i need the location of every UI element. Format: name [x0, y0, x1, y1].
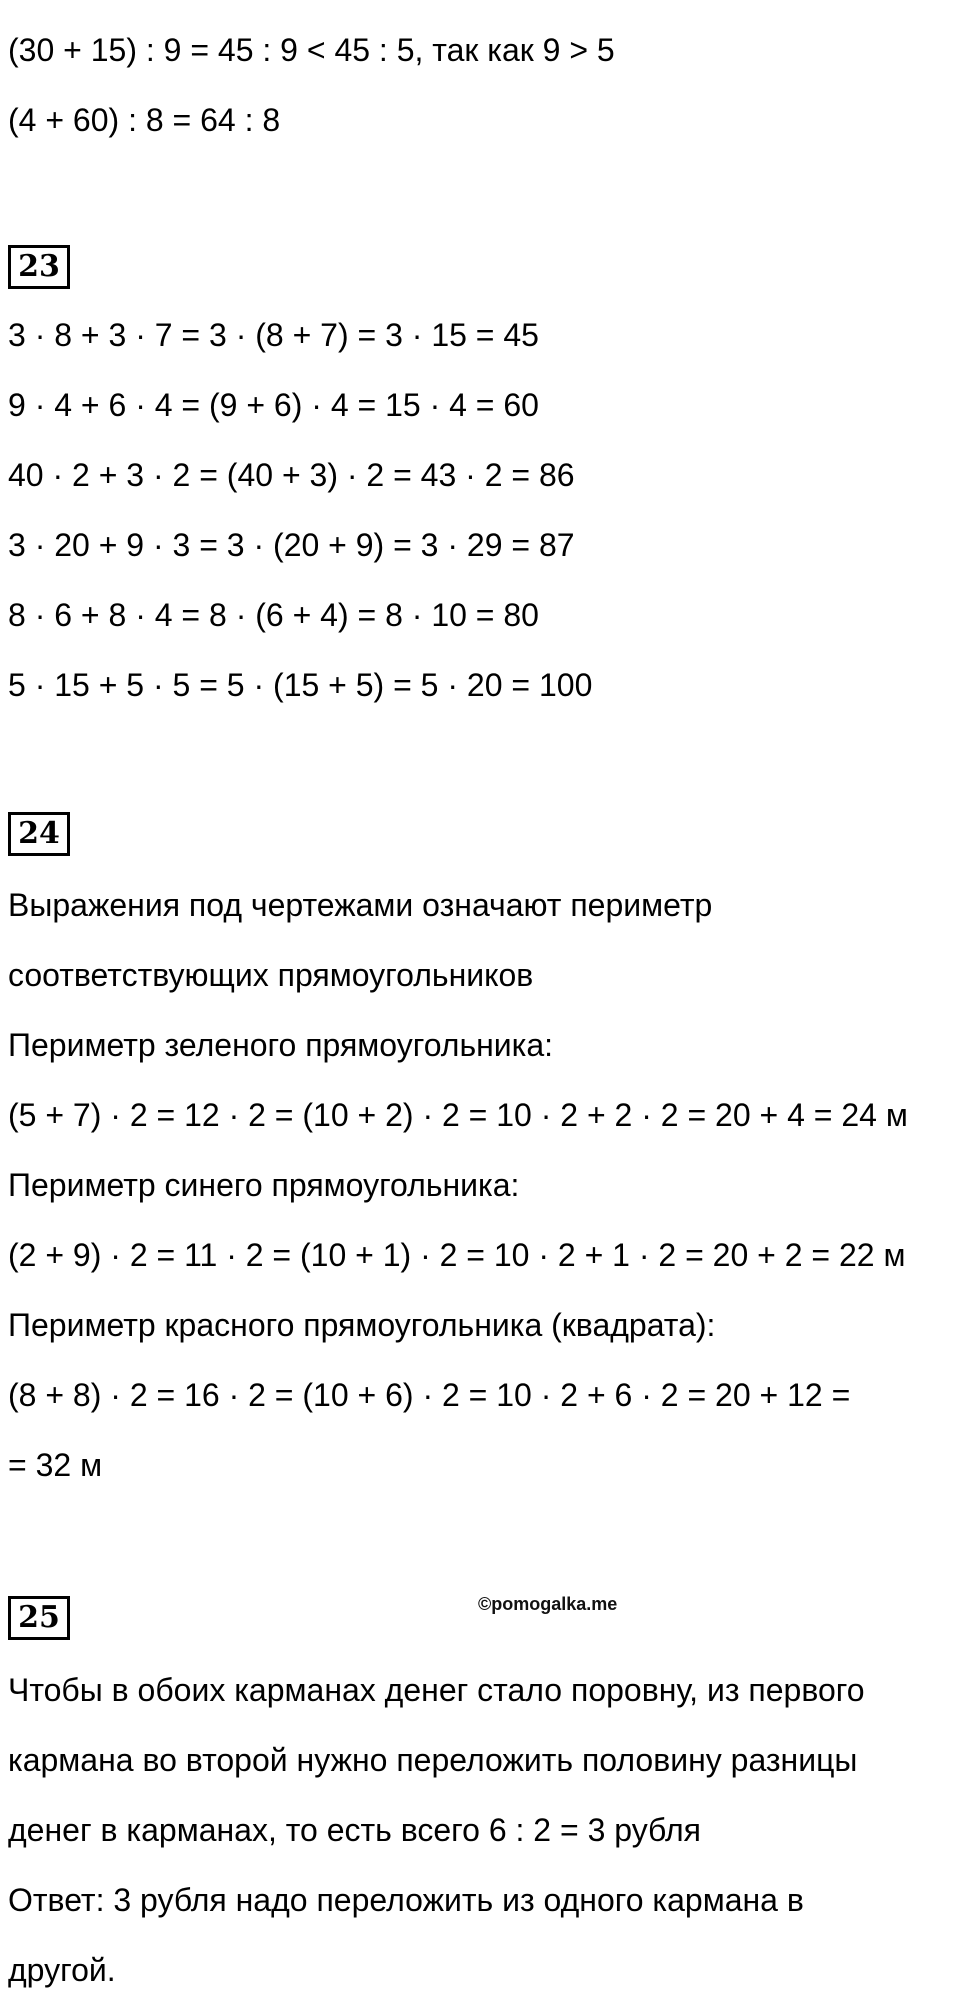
task-24-number: 24 — [8, 812, 70, 856]
top-line-1: (30 + 15) : 9 = 45 : 9 < 45 : 5, так как 9 > 5 — [8, 32, 615, 68]
task-25-line-2: кармана во второй нужно переложить половину разницы — [8, 1742, 858, 1778]
task-24-line-3: Периметр зеленого прямоугольника: — [8, 1027, 554, 1063]
task-24-line-1: Выражения под чертежами означают периметр — [8, 887, 713, 923]
task-24-line-7: Периметр красного прямоугольника (квадрата): — [8, 1307, 716, 1343]
task-23-line-5: 8 · 6 + 8 · 4 = 8 · (6 + 4) = 8 · 10 = 80 — [8, 597, 539, 633]
task-25-line-3: денег в карманах, то есть всего 6 : 2 = 3 рубля — [8, 1812, 701, 1848]
task-23-line-2: 9 · 4 + 6 · 4 = (9 + 6) · 4 = 15 · 4 = 60 — [8, 387, 539, 423]
task-23-line-3: 40 · 2 + 3 · 2 = (40 + 3) · 2 = 43 · 2 = 86 — [8, 457, 575, 493]
task-24-line-8: (8 + 8) · 2 = 16 · 2 = (10 + 6) · 2 = 10 · 2 + 6 · 2 = 20 + 12 = — [8, 1377, 851, 1413]
task-23-line-1: 3 · 8 + 3 · 7 = 3 · (8 + 7) = 3 · 15 = 45 — [8, 317, 539, 353]
task-25-line-1: Чтобы в обоих карманах денег стало поровну, из первого — [8, 1672, 865, 1708]
task-23-line-4: 3 · 20 + 9 · 3 = 3 · (20 + 9) = 3 · 29 = 87 — [8, 527, 575, 563]
task-23-line-6: 5 · 15 + 5 · 5 = 5 · (15 + 5) = 5 · 20 = 100 — [8, 667, 593, 703]
task-24-line-5: Периметр синего прямоугольника: — [8, 1167, 520, 1203]
task-25-number: 25 — [8, 1596, 70, 1640]
task-25-line-5: другой. — [8, 1952, 116, 1988]
task-24-line-2: соответствующих прямоугольников — [8, 957, 534, 993]
task-24-line-9: = 32 м — [8, 1447, 103, 1483]
top-line-2: (4 + 60) : 8 = 64 : 8 — [8, 102, 281, 138]
task-24-line-4: (5 + 7) · 2 = 12 · 2 = (10 + 2) · 2 = 10 · 2 + 2 · 2 = 20 + 4 = 24 м — [8, 1097, 908, 1133]
task-24-line-6: (2 + 9) · 2 = 11 · 2 = (10 + 1) · 2 = 10 · 2 + 1 · 2 = 20 + 2 = 22 м — [8, 1237, 906, 1273]
task-25-line-4: Ответ: 3 рубля надо переложить из одного кармана в — [8, 1882, 804, 1918]
watermark: ©pomogalka.me — [478, 1594, 618, 1614]
task-23-number: 23 — [8, 245, 70, 289]
